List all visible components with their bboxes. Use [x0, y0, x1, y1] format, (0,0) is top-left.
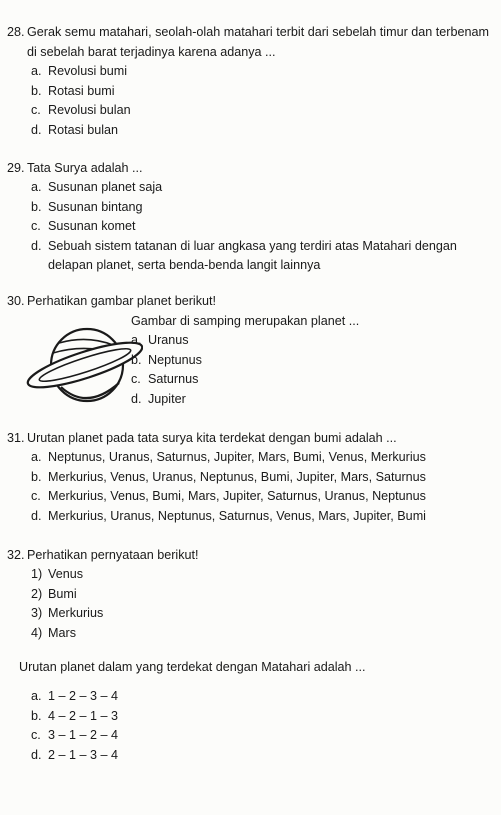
option-text: 2 – 1 – 3 – 4 — [48, 747, 119, 762]
option-b[interactable] — [131, 351, 495, 371]
option-d[interactable] — [31, 121, 495, 141]
option-a[interactable] — [31, 687, 495, 707]
option-key: b. — [31, 469, 42, 484]
option-key: a. — [31, 180, 42, 194]
statement-text: Bumi — [48, 586, 77, 601]
question-text: Urutan planet pada tata surya kita terdekat dengan bumi adalah ... — [27, 431, 397, 445]
option-text: Merkurius, Venus, Uranus, Neptunus, Bumi, Jupiter, Mars, Saturnus — [48, 469, 426, 484]
option-b[interactable] — [31, 468, 495, 488]
option-d[interactable] — [31, 507, 495, 527]
statement-text: Mars — [48, 625, 76, 640]
statement-key: 3) — [31, 606, 43, 620]
question-30-body — [7, 311, 495, 421]
question-text: Tata Surya adalah ... — [27, 161, 143, 175]
option-text: Saturnus — [148, 372, 199, 386]
question-prompt: Urutan planet dalam yang terdekat dengan Matahari adalah ... — [19, 660, 366, 674]
question-stem — [7, 545, 495, 565]
question-number: 30. — [7, 294, 25, 308]
option-key: b. — [31, 199, 42, 214]
option-b[interactable] — [31, 82, 495, 102]
option-key: c. — [31, 219, 41, 233]
option-b[interactable] — [31, 707, 495, 727]
option-key: c. — [31, 489, 41, 503]
question-number: 32. — [7, 548, 25, 562]
option-key: d. — [31, 747, 42, 762]
option-text: Susunan komet — [48, 219, 136, 233]
option-text: Sebuah sistem tatanan di luar angkasa yang terdiri atas Matahari dengan delapan planet, serta benda-benda langit lainnya — [48, 238, 457, 272]
option-text: Merkurius, Venus, Bumi, Mars, Jupiter, Saturnus, Uranus, Neptunus — [48, 489, 426, 503]
option-b[interactable] — [31, 198, 495, 218]
question-stem — [7, 158, 495, 178]
option-text: Merkurius, Uranus, Neptunus, Saturnus, Venus, Mars, Jupiter, Bumi — [48, 508, 426, 523]
option-c[interactable] — [31, 726, 495, 746]
statement-key: 2) — [31, 586, 43, 601]
option-text: Susunan planet saja — [48, 180, 163, 194]
option-key: c. — [31, 103, 41, 117]
question-number: 31. — [7, 431, 25, 445]
question-30-options — [131, 311, 495, 409]
question-number: 29. — [7, 161, 25, 175]
question-29 — [7, 158, 495, 276]
statement-3 — [31, 604, 495, 624]
option-d[interactable] — [31, 746, 495, 766]
statement-key: 4) — [31, 625, 43, 640]
question-text: Gerak semu matahari, seolah-olah matahari terbit dari sebelah timur dan terbenam di sebelah barat terjadinya karena adanya ... — [27, 25, 490, 59]
option-d[interactable] — [131, 390, 495, 410]
option-key: c. — [31, 728, 41, 742]
option-d[interactable] — [31, 237, 495, 276]
option-text: 3 – 1 – 2 – 4 — [48, 728, 119, 742]
ringed-planet-icon — [23, 313, 143, 417]
option-text: Neptunus — [148, 352, 202, 367]
option-key: a. — [31, 450, 42, 464]
option-key: b. — [131, 352, 142, 367]
statement-4 — [31, 624, 495, 644]
statement-text: Venus — [48, 567, 84, 581]
option-text: Revolusi bumi — [48, 64, 128, 78]
option-a[interactable] — [31, 62, 495, 82]
statement-1 — [31, 565, 495, 585]
option-text: Jupiter — [148, 391, 186, 406]
option-key: a. — [131, 333, 142, 347]
option-key: d. — [31, 508, 42, 523]
option-text: Revolusi bulan — [48, 103, 131, 117]
option-a[interactable] — [131, 331, 495, 351]
option-key: d. — [31, 122, 42, 137]
option-key: c. — [131, 372, 141, 386]
option-key: d. — [31, 238, 42, 253]
option-text: 4 – 2 – 1 – 3 — [48, 708, 119, 723]
statement-text: Merkurius — [48, 606, 104, 620]
option-a[interactable] — [31, 448, 495, 468]
option-text: Susunan bintang — [48, 199, 143, 214]
option-c[interactable] — [31, 101, 495, 121]
option-text: Rotasi bulan — [48, 122, 119, 137]
option-a[interactable] — [31, 178, 495, 198]
option-text: Uranus — [148, 333, 189, 347]
option-text: Neptunus, Uranus, Saturnus, Jupiter, Mars, Bumi, Venus, Merkurius — [48, 450, 426, 464]
option-key: a. — [31, 689, 42, 703]
option-key: b. — [31, 83, 42, 98]
option-key: d. — [131, 391, 142, 406]
option-text: 1 – 2 – 3 – 4 — [48, 689, 119, 703]
option-c[interactable] — [31, 487, 495, 507]
question-stem — [7, 291, 495, 311]
statement-key: 1) — [31, 567, 43, 581]
question-32 — [7, 545, 495, 765]
question-text: Perhatikan pernyataan berikut! — [27, 548, 199, 562]
question-31 — [7, 428, 495, 526]
question-stem — [7, 22, 495, 62]
option-key: b. — [31, 708, 42, 723]
question-stem — [7, 428, 495, 448]
question-number: 28. — [7, 25, 25, 39]
option-c[interactable] — [31, 217, 495, 237]
option-c[interactable] — [131, 370, 495, 390]
question-28 — [7, 22, 495, 140]
question-text: Perhatikan gambar planet berikut! — [27, 294, 217, 308]
statement-2 — [31, 585, 495, 605]
option-key: a. — [31, 64, 42, 78]
option-text: Rotasi bumi — [48, 83, 115, 98]
question-30 — [7, 291, 495, 421]
question-prompt: Gambar di samping merupakan planet ... — [131, 314, 360, 328]
